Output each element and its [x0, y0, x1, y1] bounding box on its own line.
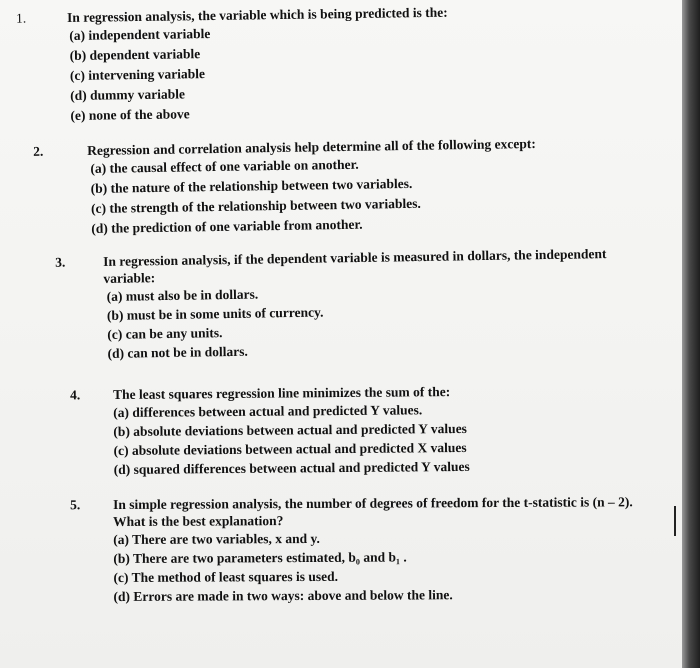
option-c: (c) intervening variable — [69, 66, 206, 83]
question-stem-continued: What is the best explanation? — [113, 513, 284, 529]
question-number: 3. — [55, 254, 66, 270]
question-stem: In regression analysis, the variable which is being predicted is the: — [67, 4, 448, 25]
option-c: (c) absolute deviations between actual and predicted X values — [113, 439, 467, 458]
question-1 — [16, 4, 449, 126]
option-list — [107, 279, 608, 363]
option-b: (b) the nature of the relationship between two variables. — [90, 175, 413, 196]
option-c: (c) the strength of the relationship between two variables. — [90, 195, 421, 216]
option-d: (d) can not be in dollars. — [107, 343, 248, 361]
option-b: (b) must be in some units of currency. — [106, 304, 324, 323]
option-d: (d) Errors are made in two ways: above and below the line. — [113, 587, 453, 604]
question-stem: In simple regression analysis, the number of degrees of freedom for the t-statistic is (n – 2). — [113, 494, 633, 512]
option-list — [90, 152, 537, 239]
question-stem: In regression analysis, if the dependent variable is measured in dollars, the independent — [103, 246, 607, 269]
option-e: (e) none of the above — [70, 106, 190, 123]
question-stem: The least squares regression line minimizes the sum of the: — [113, 384, 451, 402]
page-edge-shadow — [682, 0, 700, 668]
option-a: (a) the causal effect of one variable on another. — [90, 156, 359, 176]
option-c: (c) The method of least squares is used. — [113, 568, 338, 585]
option-a: (a) independent variable — [69, 26, 211, 43]
option-a: (a) differences between actual and predicted Y values. — [113, 402, 423, 420]
question-number: 5. — [70, 497, 81, 513]
option-b: (b) dependent variable — [69, 46, 201, 63]
option-list — [113, 400, 470, 479]
question-4 — [70, 383, 470, 479]
question-stem-continued: variable: — [103, 270, 156, 286]
question-number: 4. — [70, 387, 81, 403]
option-d: (d) dummy variable — [70, 86, 186, 103]
question-number: 1. — [16, 10, 27, 26]
question-number: 2. — [33, 143, 44, 159]
option-d: (d) the prediction of one variable from another. — [91, 216, 363, 236]
option-c: (c) can be any units. — [107, 325, 223, 342]
question-2 — [33, 135, 537, 239]
option-b: (b) absolute deviations between actual and predicted Y values — [113, 420, 467, 439]
option-d: (d) squared differences between actual and predicted Y values — [113, 458, 470, 477]
margin-bar — [674, 506, 676, 536]
option-list — [113, 527, 633, 606]
option-a: (a) must also be in dollars. — [106, 286, 259, 304]
option-a: (a) There are two variables, x and y. — [113, 530, 320, 547]
question-3 — [55, 245, 608, 363]
question-stem: Regression and correlation analysis help determine all of the following except: — [87, 135, 536, 158]
option-list — [69, 21, 449, 126]
question-5 — [70, 493, 633, 606]
option-b: (b) There are two parameters estimated, b₀ and b₁ . — [113, 549, 407, 566]
